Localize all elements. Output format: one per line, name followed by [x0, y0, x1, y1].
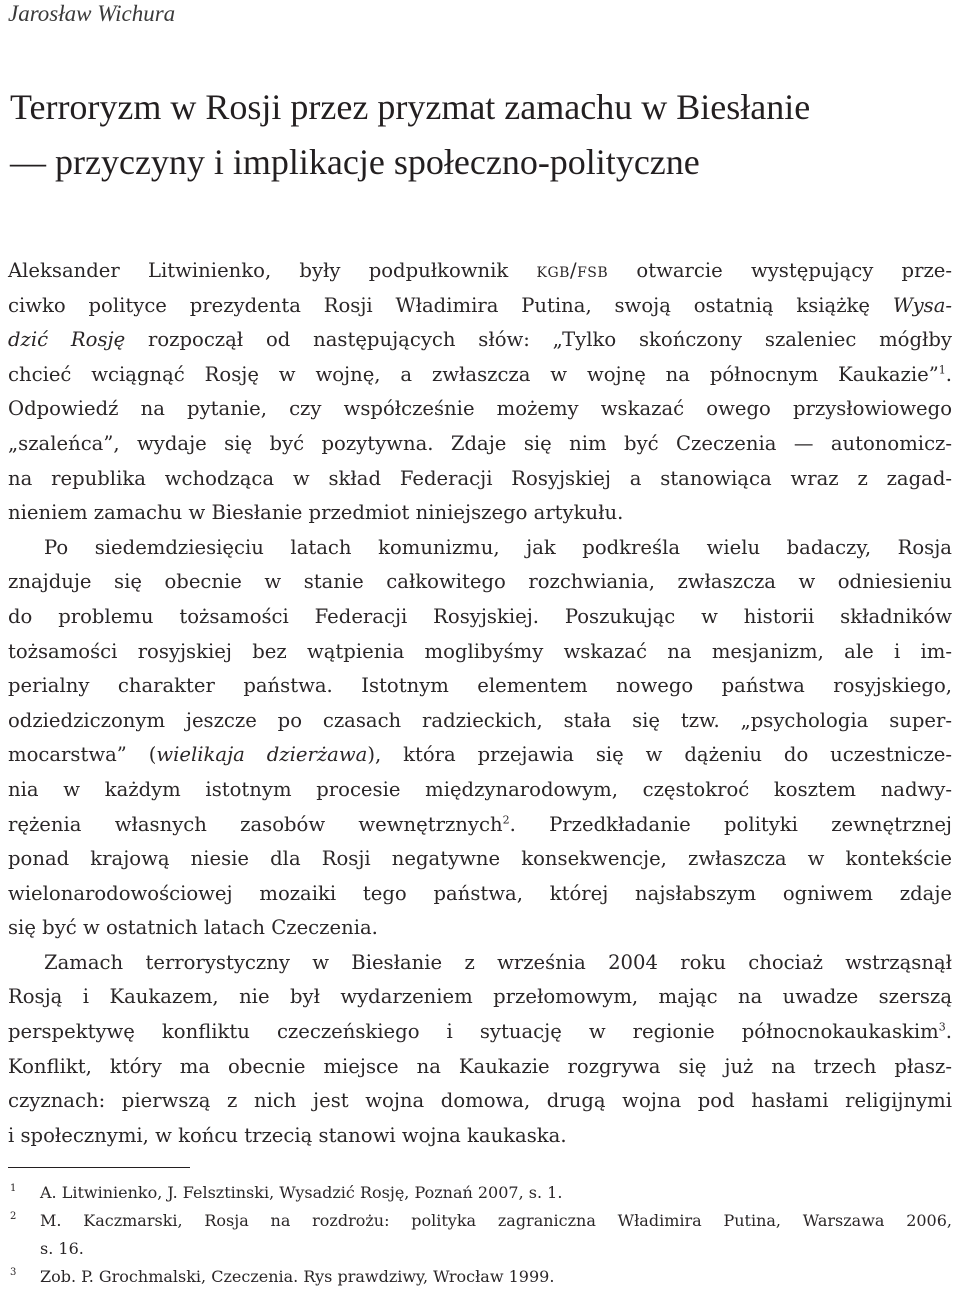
text-span: mocarstwa” ( — [8, 743, 157, 767]
text-line: nia w każdym istotnym procesie międzynarodowym, częstokroć kosztem nadwy- — [8, 777, 952, 801]
text-line: wielonarodowościowej mozaiki tego państwa, której najsłabszym ogniwem zdaje — [8, 881, 952, 905]
text-line: nieniem zamachu w Biesłanie przedmiot niniejszego artykułu. — [8, 501, 624, 525]
text-line — [8, 323, 952, 358]
text-span: . Przedkładanie polityki zewnętrznej — [509, 812, 952, 836]
paragraph-1 — [8, 254, 952, 531]
text-line: Odpowiedź na pytanie, czy współcześnie możemy wskazać owego przysłowiowego — [8, 397, 952, 421]
text-line — [8, 1015, 952, 1050]
text-line: znajduje się obecnie w stanie całkowitego rozchwiania, zwłaszcza w odniesieniu — [8, 570, 952, 594]
text-span: chcieć wciągnąć Rosję w wojnę, a zwłaszcza w wojnę na północnym Kaukazie” — [8, 362, 939, 386]
footnote-text: M. Kaczmarski, Rosja na rozdrożu: polityka zagraniczna Władimira Putina, Warszawa 2006, — [40, 1211, 952, 1230]
footnote-1 — [8, 1179, 952, 1207]
text-span: rozpoczął od następujących słów: „Tylko skończony szaleniec mógłby — [125, 328, 952, 352]
footnote-separator — [8, 1167, 190, 1168]
text-line: tożsamości rosyjskiej bez wątpienia moglibyśmy wskazać na mesjanizm, ale i im- — [8, 639, 952, 663]
footnote-text: Zob. P. Grochmalski, Czeczenia. Rys prawdziwy, Wrocław 1999. — [40, 1267, 555, 1286]
footnote-number: 1 — [10, 1183, 17, 1194]
text-line: i społecznymi, w końcu trzecią stanowi wojna kaukaska. — [8, 1123, 567, 1147]
text-span: ), która przejawia się w dążeniu do uczestnicze- — [367, 743, 952, 767]
book-title: Wysa- — [892, 293, 952, 317]
footnote-ref[interactable]: 1 — [938, 363, 946, 377]
text-line: do problemu tożsamości Federacji Rosyjskiej. Poszukując w historii składników — [8, 604, 952, 628]
paragraph-2 — [8, 531, 952, 946]
article-title — [10, 80, 950, 190]
book-title: dzić Rosję — [8, 328, 126, 352]
text-line: perialny charakter państwa. Istotnym elementem nowego państwa rosyjskiego, — [8, 674, 952, 698]
footnote-2 — [8, 1207, 952, 1263]
text-line — [8, 808, 952, 843]
text-span: Aleksander Litwinienko, były podpułkownik — [8, 259, 537, 282]
text-line: czyznach: pierwszą z nich jest wojna domowa, drugą wojna pod hasłami religijnymi — [8, 1089, 952, 1113]
text-line: Zamach terrorystyczny w Biesłanie z września 2004 roku chociaż wstrząsnął — [44, 950, 952, 974]
text-span: ciwko polityce prezydenta Rosji Władimira Putina, swoją ostatnią książkę — [8, 293, 893, 317]
article-body — [8, 254, 952, 1153]
foreign-term: wielikaja dzierżawa — [156, 743, 368, 767]
footnote-ref[interactable]: 2 — [502, 812, 510, 826]
text-span: otwarcie występujący prze- — [608, 259, 952, 282]
text-line: odziedziczonym jeszcze po czasach radzieckich, stała się tzw. „psychologia super- — [8, 708, 952, 732]
text-line: Rosją i Kaukazem, nie był wydarzeniem przełomowym, mając na uwadze szerszą — [8, 985, 952, 1009]
footnotes — [8, 1179, 952, 1291]
paragraph-3 — [8, 946, 952, 1154]
text-line: ponad krajową niesie dla Rosji negatywne konsekwencje, zwłaszcza w kontekście — [8, 847, 952, 871]
text-line — [8, 358, 952, 393]
author-name: Jarosław Wichura — [8, 1, 176, 26]
text-line — [8, 738, 952, 773]
text-line: Po siedemdziesięciu latach komunizmu, jak podkreśla wielu badaczy, Rosja — [44, 535, 952, 559]
footnote-number: 2 — [10, 1211, 17, 1222]
title-line-1: Terroryzm w Rosji przez pryzmat zamachu w Biesłanie — [10, 87, 811, 127]
footnote-ref[interactable]: 3 — [938, 1020, 946, 1034]
text-span: . — [945, 362, 952, 386]
text-line: się być w ostatnich latach Czeczenia. — [8, 916, 378, 940]
text-line — [8, 289, 952, 324]
text-span: . — [945, 1020, 952, 1044]
footnote-text: A. Litwinienko, J. Felsztinski, Wysadzić Rosję, Poznań 2007, s. 1. — [40, 1183, 563, 1202]
text-span: perspektywę konfliktu czeczeńskiego i sytuację w regionie północnokaukaskim — [8, 1020, 939, 1044]
text-span: rężenia własnych zasobów wewnętrznych — [8, 812, 503, 836]
text-line: Konflikt, który ma obecnie miejsce na Kaukazie rozgrywa się już na trzech płasz- — [8, 1054, 952, 1078]
text-line — [8, 254, 952, 289]
footnote-text: s. 16. — [40, 1239, 84, 1258]
footnote-number: 3 — [10, 1267, 17, 1278]
footnote-3 — [8, 1263, 952, 1291]
text-line: na republika wchodząca w skład Federacji Rosyjskiej a stanowiąca wraz z zagad- — [8, 466, 952, 490]
text-line: „szaleńca”, wydaje się być pozytywna. Zdaje się nim być Czeczenia — autonomicz- — [8, 431, 952, 455]
abbreviation: kgb/fsb — [536, 259, 609, 282]
title-line-2: — przyczyny i implikacje społeczno-polityczne — [10, 142, 700, 182]
